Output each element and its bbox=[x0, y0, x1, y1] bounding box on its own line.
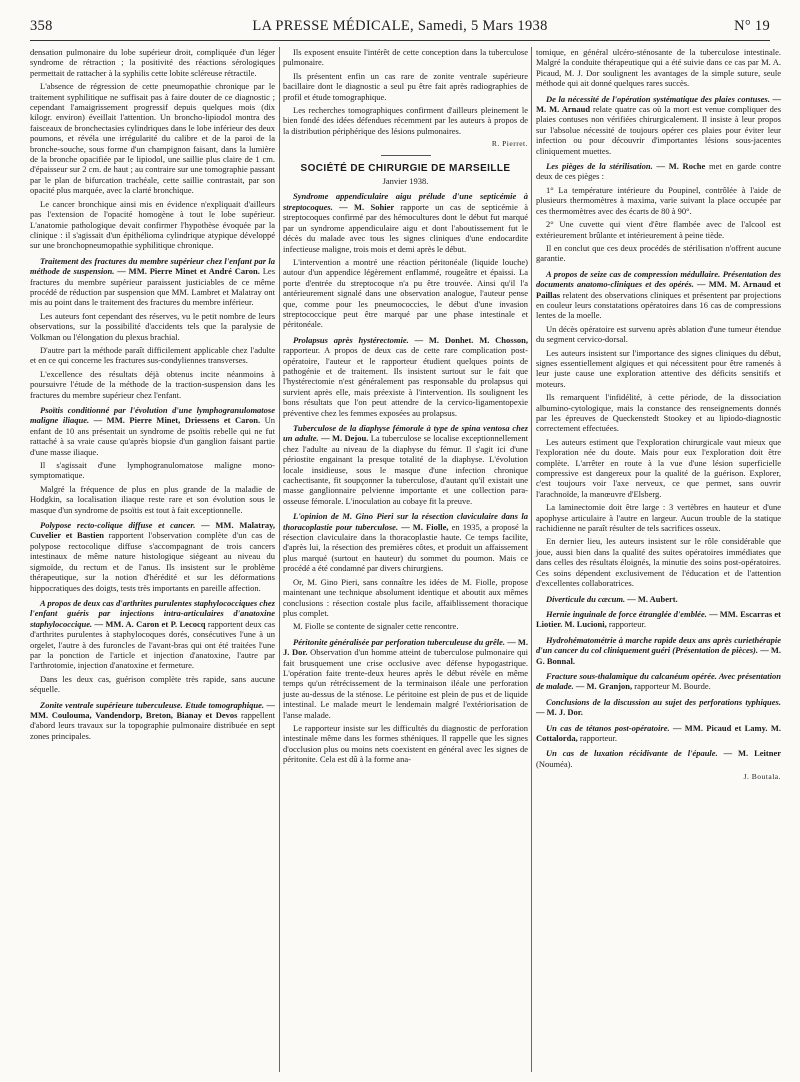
article-authors: — MM. Malatray, Cuvelier et Bastien bbox=[30, 520, 275, 541]
article-body: La tuberculose se localise exceptionnellement chez l'adulte au niveau de la diaphyse du fémur. Il s'agit ici d'une périostite engainant la presque totalité de la diaphyse. L'évolution locale insidieuse, sous le masque d'une infection chronique cachectisante, fit soupçonner la tuberculose, d'autant qu'il existait une masse ganglionnaire pelvienne importante et une collection para-osseuse fémorale. L'inoculation au cobaye fit la preuve. bbox=[283, 433, 529, 506]
paragraph: Ils exposent ensuite l'intérêt de cette conception dans la tuberculose pulmonaire. bbox=[283, 47, 528, 68]
column-divider bbox=[279, 47, 280, 1072]
separator bbox=[381, 155, 431, 156]
article-title: Conclusions de la discussion au sujet des perforations typhiques. bbox=[546, 696, 781, 707]
article-heading bbox=[30, 700, 275, 742]
article-authors: — MM. Pierre Minet, Driessens et Caron. bbox=[93, 415, 261, 426]
article-title: Fracture sous-thalamique du calcanéum opérée. Avec présentation de malade. bbox=[536, 670, 781, 692]
article-authors: — MM. Pierre Minet et André Caron. bbox=[117, 266, 260, 277]
article-body: rapporte un cas de septicémie à streptocoques confirmé par des hémocultures dont le début fut marqué par un syndrome appendiculaire aigu et dont l'aboutissement fut le décès du malade avec tous les signes cliniques d'une endocardite infectieuse maligne, trois mois et demi après le début. bbox=[283, 201, 528, 254]
article-body: relatent des observations cliniques et présentent par projections en couleur leurs constatations opératoires dans 16 cas de compressions lentes de la moelle. bbox=[536, 289, 781, 321]
paragraph: Le rapporteur insiste sur les difficultés du diagnostic de perforation intestinale même dans les formes sthéniques. Il rappelle que les signes d'occlusion plus ou moins nets coexistent en général avec les signes de péritonite. Cela est dû à la forme ana- bbox=[283, 722, 528, 765]
article-heading bbox=[30, 598, 275, 671]
article-heading bbox=[283, 637, 528, 720]
article-title: Zonite ventrale supérieure tuberculeuse. Etude tomographique. bbox=[40, 699, 265, 710]
article-body: rapporteur. A propos de deux cas de cette rare complication post-opératoire, l'auteur et le rapporteur étudient quelques points de pathogénie et de traitement. Ils insistent surtout sur le fait que l'hystérectomie n'est généralement pas responsable du prolapsus qui survient après elle, mais préexiste à l'intervention. Ils soulignent les bons résultats que l'on peut attendre de la cervico-ligamentopexie préventive chez les femmes exposées au prolapsus. bbox=[283, 345, 528, 418]
article-title: Diverticule du cæcum. bbox=[546, 593, 626, 604]
society-heading: SOCIÉTÉ DE CHIRURGIE DE MARSEILLE bbox=[300, 162, 511, 174]
paragraph: Dans les deux cas, guérison complète très rapide, sans aucune séquelle. bbox=[30, 673, 275, 695]
article-authors: — MM. A. Caron et P. Lecocq bbox=[94, 618, 206, 629]
article-body: rapporteur. bbox=[579, 732, 617, 743]
article-heading bbox=[283, 511, 528, 573]
paragraph: 2° Une cuvette qui vient d'être flambée avec de l'alcool est extérieurement brûlante et intérieurement à peine tiède. bbox=[536, 219, 781, 240]
paragraph: Les recherches tomographiques confirment d'ailleurs pleinement le bien fondé des idées défendues récemment par les auteurs à propos de la distribution périphérique des lésions pulmonaires. bbox=[283, 105, 528, 136]
article-heading bbox=[536, 697, 781, 718]
paragraph: L'excellence des résultats déjà obtenus incite néanmoins à poursuivre l'étude de la méthode de la traction-suspension dans les fractures du membre supérieur chez l'enfant. bbox=[30, 368, 275, 400]
article-title: Polypose recto-colique diffuse et cancer. bbox=[40, 520, 196, 531]
paragraph: L'intervention a montré une réaction péritonéale (liquide louche) autour d'un appendice légèrement enflammé, rougeâtre et épaissi. La porte d'entrée du streptocoque n'a pu être trouvée. Ainsi qu'il l'a antérieurement signalé dans une observation analogue, l'auteur pense que, comme pour les pneumococcies, le début d'une invasion streptococcique peut être marqué par une phase intestinale et péritonéale. bbox=[283, 256, 528, 330]
article-title: Hernie inguinale de force étranglée d'emblée. bbox=[546, 608, 707, 619]
column-1 bbox=[30, 47, 275, 744]
article-title: Prolapsus après hystérectomie. bbox=[293, 334, 409, 345]
article-authors: — M. Sohier bbox=[339, 201, 395, 212]
article-heading bbox=[30, 405, 275, 457]
paragraph: En dernier lieu, les auteurs insistent sur le rôle considérable que joue, aussi bien dans la qualité des suites opératoires immédiates que dans celles des résultats éloignés, la minutie des soins post-opératoires. Ces soins dépendent exclusivement de l'éducation et de l'attention d'excellentes collaboratrices. bbox=[536, 536, 781, 589]
article-authors: — M. Dejou. bbox=[321, 433, 369, 444]
article-title: Un cas de luxation récidivante de l'épaule. bbox=[546, 748, 718, 759]
article-heading bbox=[536, 594, 781, 604]
article-authors: — M. Leitner bbox=[723, 748, 782, 759]
article-heading bbox=[536, 748, 781, 769]
article-heading bbox=[30, 520, 275, 593]
article-authors: — M. Aubert. bbox=[627, 593, 678, 604]
signature: J. Boutala. bbox=[743, 772, 781, 782]
article-title: Les pièges de la stérilisation. bbox=[546, 161, 653, 172]
article-authors: — M. G. Bonnal. bbox=[536, 645, 781, 666]
article-title: Psoïtis conditionné par l'évolution d'une lymphogranulomatose maligne iliaque. bbox=[30, 405, 275, 426]
paragraph: Les auteurs font cependant des réserves, vu le petit nombre de leurs observations, sur la possibilité d'accidents tels que la paralysie de Volkman ou l'élongation du plexus brachial. bbox=[30, 310, 275, 342]
article-heading bbox=[283, 191, 528, 253]
header-rule bbox=[30, 40, 770, 41]
article-body: rapportent deux cas d'arthrites purulentes à staphylocoques dorés, consécutives l'une à un orgelet, l'autre à des furoncles de l'avant-bras qui ont été traitées l'une par la ponction de l'article et injection d'anatoxine, l'autre par l'arthrotomie, injection d'anatoxine et fermeture. bbox=[30, 618, 276, 671]
signature: R. Pierret. bbox=[491, 139, 528, 149]
article-heading bbox=[536, 269, 781, 321]
article-title: De la nécessité de l'opération systématique des plaies contuses. bbox=[546, 93, 770, 104]
article-heading bbox=[536, 94, 781, 156]
paragraph: Malgré la fréquence de plus en plus grande de la maladie de Hodgkin, sa localisation iliaque reste rare et son évolution sous le masque d'un syndrome de psoïtis est tout à fait exceptionnelle. bbox=[30, 483, 275, 515]
article-title: Péritonite généralisée par perforation tuberculeuse du grêle. bbox=[293, 636, 506, 647]
page-number: 358 bbox=[30, 18, 53, 34]
article-heading bbox=[536, 609, 781, 630]
article-authors: — M. J. Dor. bbox=[536, 707, 583, 718]
paragraph: Les auteurs estiment que l'exploration chirurgicale vaut mieux que l'exploration née du doute. Mais pour eux l'exploration doit être complète. L'arrêter en route à la vue d'une lésion superficielle compressive est dangereux pour la qualité de la guérison. Explorer, c'est toujours voir l'axe nerveux, ce que permet, sans ouvrir l'arachnoïde, la manœuvre d'Elsberg. bbox=[536, 436, 781, 499]
article-body: Un enfant de 10 ans présentait un syndrome de psoïtis rebelle qui ne fut rattaché à sa vraie cause qu'après biopsie d'un ganglion faisant partie d'une masse iliaque. bbox=[30, 415, 276, 457]
article-body: rappellent d'abord leurs travaux sur la topographie pulmonaire distribuée en sept zones principales. bbox=[30, 709, 275, 741]
article-heading bbox=[283, 335, 528, 418]
article-title: Traitement des fractures du membre supérieur chez l'enfant par la méthode de suspension. bbox=[30, 255, 275, 277]
article-authors: — M. Donhet. M. Chosson, bbox=[414, 334, 529, 345]
article-title: Un cas de tétanos post-opératoire. bbox=[546, 722, 670, 733]
article-title: A propos de deux cas d'arthrites purulentes staphylococciques chez l'enfant guéris par injections intra-articulaires d'anatoxine staphylococcique. bbox=[30, 597, 275, 629]
article-body: rapportent l'observation complète d'un cas de polypose rectocolique diffuse s'accompagnant de trois cancers intestinaux de même nature histologique siégeant au niveau du sigmoïde, du rectum et de l'anus. Ils insistent sur le problème thérapeutique, sur la notion d'hérédité et sur les déformations hippocratiques des doigts, tests très importants en pareille affection. bbox=[30, 530, 276, 593]
article-title: Syndrome appendiculaire aigu prélude d'une septicémie à streptocoques. bbox=[283, 191, 528, 212]
paragraph: Les auteurs insistent sur l'importance des signes cliniques du début, signes essentiellement algiques et qui nécessitent pour être ramenés à leur juste cause une exploration attentive des déficits sensitifs et moteurs. bbox=[536, 347, 781, 389]
article-body: rapporteur. bbox=[608, 619, 646, 630]
article-heading bbox=[30, 256, 275, 308]
article-body: met en garde contre deux de ces pièges : bbox=[536, 161, 782, 182]
column-2 bbox=[283, 47, 528, 768]
paragraph: Il en conclut que ces deux procédés de stérilisation n'offrent aucune garantie. bbox=[536, 242, 781, 264]
paragraph: La laminectomie doit être large : 3 vertèbres en hauteur et d'une apophyse articulaire à l'autre en largeur. Aucun trouble de la statique rachidienne ne paraît résulter de tels sacrifices osseux. bbox=[536, 502, 781, 534]
article-heading bbox=[536, 635, 781, 666]
article-authors: — MM. Couloumа, Vandendorp, Breton, Bianay et Devos bbox=[30, 699, 276, 720]
issue-number: N° 19 bbox=[734, 18, 770, 34]
paragraph: Il s'agissait d'une lymphogranulomatose maligne mono-symptomatique. bbox=[30, 460, 275, 481]
column-3 bbox=[536, 47, 781, 787]
article-heading bbox=[536, 723, 781, 744]
paragraph: Ils remarquent l'infidélité, à cette période, de la dissociation albumino-cytologique, mais la constance des renseignements donnés par les épreuves de Queckenstedt Stookey et au lipiodo-diagnostic correctement effectuées. bbox=[536, 392, 781, 434]
article-authors: — M. J. Dor. bbox=[283, 636, 528, 658]
article-authors: — M. Granjon, bbox=[575, 681, 633, 692]
article-title: Hydrohématométrie à marche rapide deux ans après curiethérapie d'un cancer du col cliniquement guéri (Présentation de pièces). bbox=[536, 634, 781, 656]
journal-title: LA PRESSE MÉDICALE, Samedi, 5 Mars 1938 bbox=[252, 18, 548, 34]
paragraph: Or, M. Gino Pieri, sans connaître les idées de M. Fiolle, propose maintenant une technique absolument identique et aboutit aux mêmes conclusions : résection costale plus facile, affaiblissement thoracique plus complet. bbox=[283, 576, 528, 618]
article-body: en 1935, a proposé la résection claviculaire dans la thoracoplastie haute. Ce temps facilite, d'après lui, la résection des premières côtes, et produit un affaissement plus marqué (surtout en hauteur) du sommet du poumon. Mais ce procédé a été condamné par divers chirurgiens. bbox=[283, 521, 528, 574]
article-title: A propos de seize cas de compression médullaire. Présentation des documents anatomo-cliniques et des opérés. bbox=[536, 268, 781, 290]
article-body: (Nouméa). bbox=[536, 758, 573, 769]
article-authors: — MM. M. Arnaud et Paillas bbox=[536, 279, 782, 300]
article-authors: — M. Fiolle, bbox=[401, 521, 449, 532]
article-body: Les fractures du membre supérieur paraissent justiciables de ce même procédé de réduction par suspension que MM. Lambret et Malatray ont mis au point dans le traitement des fractures du membre inférieur. bbox=[30, 266, 276, 308]
article-title: L'opinion de M. Gino Pieri sur la résection claviculaire dans la thoracoplastie pour tuberculose. bbox=[283, 511, 528, 532]
article-heading bbox=[536, 671, 781, 692]
article-body: rapporteur M. Bourde. bbox=[634, 681, 711, 692]
paragraph: L'absence de régression de cette pneumopathie chronique par le traitement syphilitique ne suffisait pas à faire douter de ce diagnostic ; cependant l'amaigrissement progressif depuis quelques mois (dix kilogr. environ) éveillait l'attention. Un broncho-lipiodol montra des faisceaux de bronchectasies cylindriques dans le lobe inférieur des deux poumons, et révéla une irrégularité du calibre et de la paroi de la bronche-souche, sous forme d'un champignon faisant, dans la lumière de la bronche opacifiée par le lipiodol, une saillie plus claire de 1 cm. d'épaisseur sur 2 cm. de haut ; au contraire sur une tomographie passant par le plan de bifurcation trachéale, cette saillie contrastait, par son opacité plus marquée, avec la clarté bronchique. bbox=[30, 81, 275, 196]
paragraph: densation pulmonaire du lobe supérieur droit, compliquée d'un léger syndrome de rétraction ; la positivité des réactions sérologiques permettait de rattacher à la syphilis cette lobite scléreuse rétractile. bbox=[30, 47, 275, 78]
article-body: relate quatre cas où la mort est venue compliquer des plaies contuses non vérifiées chirurgicalement. Il insiste à leur propos sur l'absolue nécessité de toujours opérer ces plaies pour éviter leur infection ou pour découvrir d'importantes lésions sous-jacentes cliniquement muettes. bbox=[536, 104, 782, 156]
article-authors: — MM. Picaud et Lamy. M. Cottalorda, bbox=[536, 722, 781, 743]
paragraph: Un décès opératoire est survenu après ablation d'une tumeur étendue du segment cervico-dorsal. bbox=[536, 323, 781, 345]
page-header bbox=[30, 18, 770, 40]
paragraph: 1° La température intérieure du Poupinel, contrôlée à l'aide de plusieurs thermomètres à maxima, varie suivant la place occupée par ces thermomètres avec des écarts de 80 à 90°. bbox=[536, 184, 781, 216]
article-authors: — M. M. Arnaud bbox=[536, 93, 781, 115]
article-authors: — M. Roche bbox=[656, 161, 706, 172]
paragraph: Le cancer bronchique ainsi mis en évidence n'expliquait d'ailleurs pas l'extension de l'opacité homogène à tout le lobe supérieur. L'anatomie pathologique devait confirmer l'hypothèse évoquée par la clinique : il s'agissait d'un épithélioma cylindrique atypique développé sur une bronchopneumopathie syphilitique chronique. bbox=[30, 198, 275, 251]
column-divider bbox=[531, 47, 532, 1072]
paragraph: tomique, en général ulcéro-sténosante de la tuberculose intestinale. Malgré la conduite thérapeutique qui a été suivie dans ce cas par M. A. Picaud, M. J. Dor soulignent les avantages de la simple suture, seule méthode qui ait donné quelques rares succès. bbox=[536, 47, 781, 89]
article-heading bbox=[536, 161, 781, 182]
paragraph: D'autre part la méthode paraît difficilement applicable chez l'adulte et en ce qui concerne les fractures sus-condyliennes transverses. bbox=[30, 344, 275, 366]
article-body: Observation d'un homme atteint de tuberculose pulmonaire qui fait brusquement une crise occlusive avec défense hypogastrique. L'opération faite trente-deux heures après le début révèle en même temps qu'un rétrécissement de la terminaison iléale une perforation juste au-dessus de la sténose. Le péritoine est plein de pus et de liquide intestinal. Le malade meurt le lendemain malgré l'extériorisation de l'anse malade. bbox=[283, 647, 528, 720]
session-date: Janvier 1938. bbox=[382, 176, 429, 187]
article-title: Tuberculose de la diaphyse fémorale à type de spina ventosa chez un adulte. bbox=[283, 423, 528, 444]
paragraph: M. Fiolle se contente de signaler cette rencontre. bbox=[293, 621, 459, 632]
paragraph: Ils présentent enfin un cas rare de zonite ventrale supérieure bacillaire dont le diagnostic a seul pu être fait après radiographies de profil et étude tomographique. bbox=[283, 70, 528, 102]
article-heading bbox=[283, 423, 528, 506]
article-authors: — MM. Escarras et Liotier. M. Lucioni, bbox=[536, 608, 782, 630]
